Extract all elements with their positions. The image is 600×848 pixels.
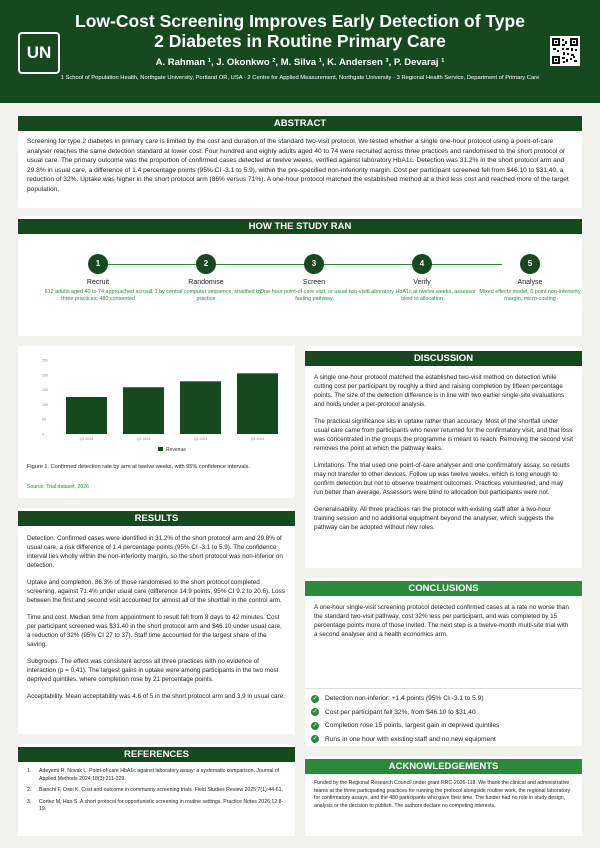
results-card [18, 508, 295, 734]
study-steps [40, 249, 581, 309]
poster-header [0, 0, 600, 103]
step-number: 3 [304, 254, 324, 274]
results-paragraph: Time and cost. Median time from appointment to result fell from 8 days to 42 minutes. Cost per participant screened was $31.40 in the short protocol arm and $46.10 under usual care, a reduction of 32% (95% CI 27 to 37). Staff time accounted for the largest share of the saving. [27, 614, 282, 648]
x-tick-label: Q4 2024 [250, 437, 265, 441]
key-finding-text: Runs in one hour with existing staff and no new equipment [325, 735, 496, 743]
bar [180, 381, 221, 434]
acknowledgements-heading: ACKNOWLEDGEMENTS [305, 759, 582, 774]
affiliations: 1 School of Population Health, Northgate University, Portland OR, USA · 2 Centre for Applied Measurement, Northgate University · 3 Regional Health Service, Department of Primary Care [60, 75, 540, 81]
abstract-card [18, 116, 582, 208]
discussion-paragraph: The practical significance sits in uptake rather than accuracy. Most of the shortfall under usual care came from participants who never returned for the confirmatory visit, and that loss was concentrated in the groups the programme is meant to reach. Removing the second visit removes the point at which the pathway leaks. [314, 418, 574, 452]
discussion-body [305, 366, 582, 532]
legend-label: Revenue [166, 447, 187, 453]
discussion-card [305, 346, 582, 568]
step-description: Laboratory HbA1c at twelve weeks, assessor blind to allocation [368, 289, 476, 302]
step-title: Randomise [188, 279, 224, 286]
reference-item [27, 768, 286, 783]
results-body [18, 526, 295, 701]
discussion-paragraph: A single one-hour protocol matched the established two-visit method on detection while cutting cost per participant by roughly a third and raising completion by fifteen percentage points. The size of the detection difference is in line with two earlier single-site evaluations and holds under a per-protocol analysis. [314, 374, 565, 408]
step-verify [364, 249, 480, 303]
y-tick-label: 0 [42, 432, 44, 437]
university-logo: UN [18, 32, 60, 74]
step-randomise [148, 249, 264, 303]
results-paragraph: Acceptability. Mean acceptability was 4.6 of 5 in the short protocol arm and 3.9 in usual care. [27, 693, 285, 700]
results-paragraph: Subgroups. The effect was consistent across all three practices with no evidence of interaction (p = 0.41). The largest gains in uptake were among participants in the two most deprived quintiles, where completion rose by 21 percentage points. [27, 658, 279, 683]
qr-code-icon[interactable] [550, 36, 580, 66]
step-analyse [472, 249, 588, 303]
figure-card [18, 346, 295, 498]
y-tick-label: 250 [42, 358, 48, 363]
reference-text: Adeyemi R, Novak L. Point-of-care HbA1c against laboratory assay: a systematic comparison. Journal of Applied Methods 2024;18(3):211-229. [39, 768, 280, 782]
step-description: One-hour point-of-care visit, or usual two-visit fasting pathway [259, 289, 369, 302]
reference-list [18, 762, 295, 814]
references-card [18, 744, 295, 836]
bar [66, 397, 107, 434]
poster-title: Low-Cost Screening Improves Early Detection of Type 2 Diabetes in Routine Primary Care [75, 11, 525, 51]
results-paragraph: Detection. Confirmed cases were identified in 31.2% of the short protocol arm and 29.8% of usual care, a risk difference of 1.4 percentage points (95% CI -3.1 to 5.9). The confidence interval lies wholly within the non-inferiority margin, so the short protocol was non-inferior on detection. [27, 535, 283, 569]
reference-number: 3. [27, 798, 32, 805]
figure-caption: Figure 1. Confirmed detection rate by arm at twelve weeks, with 95% confidence intervals. [27, 464, 250, 470]
step-number: 2 [196, 254, 216, 274]
step-description: 1:1 by central computer sequence, stratified by practice [150, 289, 262, 302]
author-list: A. Rahman ¹, J. Okonkwo ², M. Silva ¹, K. Andersen ³, P. Devaraj ¹ [155, 57, 445, 68]
step-title: Analyse [517, 279, 543, 286]
acknowledgements-text: Funded by the Regional Research Council under grant RRC-2026-118. We thank the clinical and administrative teams at the three participating practices for running the protocol alongside routine work, the regional laboratory for confirmatory assays, and the 480 participants who gave their time. The funder had no role in study design, analysis or the decision to publish. The authors declare no competing interests. [314, 780, 571, 809]
x-tick-label: Q3 2024 [193, 437, 208, 441]
discussion-heading: DISCUSSION [305, 351, 582, 366]
y-tick-label: 100 [42, 402, 48, 407]
check-icon: ✓ [312, 709, 318, 716]
y-tick-label: 150 [42, 388, 48, 393]
key-finding-text: Detection non-inferior: +1.4 points (95% CI -3.1 to 5.9) [325, 695, 484, 702]
x-tick-label: Q1 2024 [79, 437, 94, 441]
step-title: Screen [302, 279, 326, 286]
results-heading: RESULTS [18, 511, 295, 526]
detection-chart [18, 348, 295, 460]
discussion-paragraph: Generalisability. All three practices ran the protocol with existing staff after a two-hour training session and no additional equipment beyond the analyser, which suggests the pathway can be adopted without new roles. [314, 506, 554, 531]
key-findings-list [305, 688, 582, 748]
check-icon: ✓ [312, 722, 318, 729]
conclusions-card [305, 578, 582, 746]
step-number: 1 [88, 254, 108, 274]
abstract-text: Screening for type 2 diabetes in primary care is limited by the cost and duration of the standard two-visit protocol. We tested whether a single one-hour protocol using a point-of-care analyser reaches the same detection standard at lower cost. Four hundred and eighty adults aged 40 to 74 were recruited across three practices and randomised to the short protocol or usual care. The primary outcome was the proportion of confirmed cases detected at twelve weeks, verified against laboratory HbA1c. Detection was 31.2% in the short protocol arm and 29.8% in usual care, a difference of 1.4 percentage points (95% CI -3.1 to 5.9), within the pre-specified non-inferiority margin. Cost per participant screened fell from $46.10 to $31.40, a reduction of 32%. Uptake was higher in the short protocol arm (86% versus 71%). A one-hour protocol matched the established method at a third less cost and reached more of the target population. [27, 138, 569, 193]
step-description: Mixed effects model, 6 point non-inferiority margin, micro-costing [479, 289, 581, 302]
study-flow [18, 216, 582, 336]
step-title: Verify [413, 279, 431, 286]
step-number: 4 [412, 254, 432, 274]
step-screen [256, 249, 372, 303]
figure-source: Source: Trial dataset, 2026 [27, 484, 89, 490]
reference-number: 2. [27, 787, 32, 793]
check-icon: ✓ [312, 695, 318, 702]
x-tick-label: Q2 2024 [136, 437, 151, 441]
references-heading: REFERENCES [18, 747, 295, 762]
reference-item [27, 799, 286, 814]
key-finding [311, 694, 576, 704]
reference-item [27, 787, 286, 795]
key-finding [311, 708, 576, 718]
step-recruit [40, 249, 156, 303]
conclusions-heading: CONCLUSIONS [305, 581, 582, 596]
key-finding-text: Cost per participant fell 32%, from $46.10 to $31.40 [325, 708, 476, 716]
acknowledgements-card [305, 756, 582, 836]
step-number: 5 [520, 254, 540, 274]
abstract-heading: ABSTRACT [18, 116, 582, 131]
check-icon: ✓ [312, 736, 318, 743]
study-heading-band: HOW THE STUDY RAN [18, 219, 582, 234]
key-finding [311, 735, 576, 745]
legend-swatch [158, 447, 163, 451]
reference-text: Cortez M, Han S. A short protocol for opportunistic screening in routine settings. Practice Notes 2026;12:8-19. [39, 798, 284, 812]
discussion-paragraph: Limitations. The trial used one point-of-care analyser and one confirmatory assay, so results may not transfer to other devices. Follow up was twelve weeks, which is long enough to confirm detection but not to observe treatment outcomes. Practices volunteered, and may run better than average. Assessors were blind to allocation but participants were not. [314, 462, 570, 496]
results-paragraph: Uptake and completion. 86.3% of those randomised to the short protocol completed screening, against 71.4% under usual care (difference 14.9 points, 95% CI 9.2 to 20.6). Loss between the first and second visit accounted for almost all of the shortfall in the control arm. [27, 579, 285, 604]
y-tick-label: 200 [42, 373, 48, 378]
reference-number: 1. [27, 768, 32, 774]
y-tick-label: 50 [42, 417, 46, 422]
bar [123, 387, 164, 434]
key-finding [311, 721, 576, 731]
step-title: Recruit [86, 279, 110, 286]
step-description: 612 adults aged 40 to 74 approached across three practices; 480 consented [44, 289, 152, 302]
reference-text: Bianchi F, Osei K. Cost and outcome in community screening trials. Field Studies Review 2025;7(1):44-61. [39, 787, 283, 793]
key-finding-text: Completion rose 15 points, largest gain in deprived quintiles [325, 722, 500, 729]
bar [237, 373, 278, 434]
conclusions-text: A one-hour single-visit screening protocol detected confirmed cases at a rate no worse than the standard two-visit pathway, cost 32% less per participant, and was completed by 15 percentage points more of those invited. The next step is a twelve-month multi-site trial with a second analyser and a health economics arm. [314, 604, 569, 638]
